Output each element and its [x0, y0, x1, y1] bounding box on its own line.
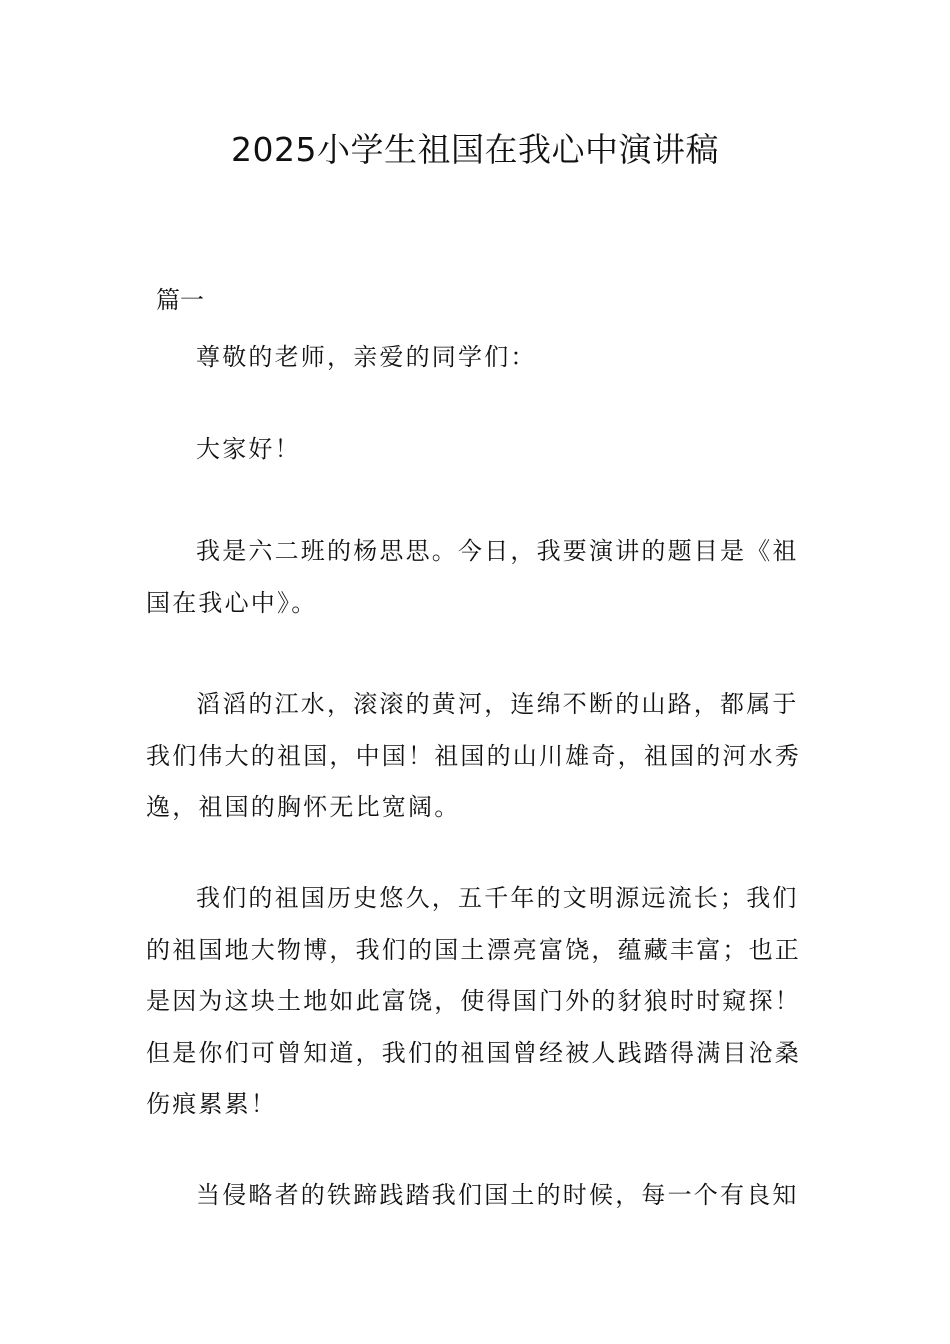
paragraph-greeting: 尊敬的老师，亲爱的同学们： — [196, 343, 537, 371]
paragraph-landscape: 滔滔的江水，滚滚的黄河，连绵不断的山路，都属于我们伟大的祖国，中国！祖国的山川雄奇，祖国的河水秀逸，祖国的胸怀无比宽阔。 — [146, 690, 801, 821]
paragraph-history: 我们的祖国历史悠久，五千年的文明源远流长；我们的祖国地大物博，我们的国土漂亮富饶，蕴藏丰富；也正是因为这块土地如此富饶，使得国门外的豺狼时时窥探！但是你们可曾知道，我们的祖国曾经被人践踏得满目沧桑伤痕累累！ — [146, 884, 801, 1118]
paragraph-invasion: 当侵略者的铁蹄践踏我们国土的时候，每一个有良知 — [196, 1181, 799, 1209]
paragraph-hello: 大家好！ — [196, 435, 301, 463]
section-label: 篇一 — [156, 286, 204, 314]
document-title: 2025小学生祖国在我心中演讲稿 — [231, 130, 719, 169]
paragraph-introduction: 我是六二班的杨思思。今日，我要演讲的题目是《祖国在我心中》。 — [146, 537, 799, 617]
